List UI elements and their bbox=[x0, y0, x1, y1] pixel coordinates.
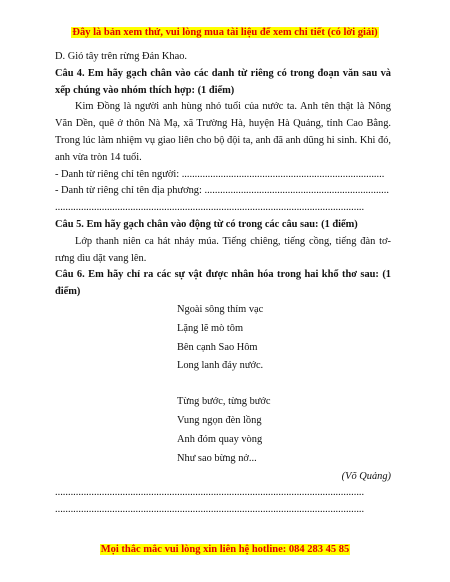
document-body bbox=[55, 49, 391, 519]
answer-option-d: D. Gió tây trên rừng Đản Khao. bbox=[55, 51, 188, 62]
question-4-passage: Kim Đồng là người anh hùng nhỏ tuổi của nước ta. Anh tên thật là Nông Văn Dền, quê ở thôn Nà Mạ, xã Trường Hà, huyện Hà Quảng, tỉnh Cao Bằng. Trong lúc làm nhiệm vụ giao liên cho bộ đội ta, anh đã anh dũng hi sinh. Khi đó, anh vừa tròn 14 tuổi. bbox=[55, 101, 391, 163]
poem-line: Long lanh đáy nước. bbox=[177, 360, 264, 372]
poem-line: Từng bước, từng bước bbox=[177, 396, 271, 408]
poem-author: (Võ Quảng) bbox=[341, 471, 391, 483]
question-4-blank-line: ....................................................................................................................... bbox=[55, 202, 365, 214]
hotline-text: Mọi thắc mắc vui lòng xin liên hệ hotline: 084 283 45 85 bbox=[100, 544, 350, 555]
preview-notice-banner bbox=[0, 27, 450, 38]
question-5-passage: Lớp thanh niên ca hát nhảy múa. Tiếng chiêng, tiếng cồng, tiếng đàn tơ-rưng dìu dặt vang lên. bbox=[55, 235, 391, 264]
person-name-answer-line: - Danh từ riêng chỉ tên người: .............................................................................. bbox=[55, 168, 385, 180]
poem bbox=[55, 301, 391, 468]
question-5-title: Câu 5. Em hãy gạch chân vào động từ có trong các câu sau: (1 điểm) bbox=[55, 218, 358, 230]
poem-line: Ngoài sông thím vạc bbox=[177, 303, 264, 315]
stanza-gap bbox=[177, 376, 391, 393]
poem-line: Vung ngọn đèn lồng bbox=[177, 414, 262, 426]
poem-line: Anh đóm quay vòng bbox=[177, 433, 263, 445]
poem-line: Lặng lẽ mò tôm bbox=[177, 322, 244, 334]
poem-line: Như sao bừng nở... bbox=[177, 452, 257, 464]
question-6-answer-line: ....................................................................................................................... bbox=[55, 487, 365, 499]
question-4-title: Câu 4. Em hãy gạch chân vào các danh từ riêng có trong đoạn văn sau và xếp chúng vào nhóm thích hợp: (1 điểm) bbox=[55, 67, 391, 96]
poem-line: Bên cạnh Sao Hôm bbox=[177, 341, 258, 353]
hotline-banner bbox=[0, 544, 450, 555]
place-name-answer-line: - Danh từ riêng chỉ tên địa phương: ....................................................................... bbox=[55, 185, 389, 197]
question-6-title: Câu 6. Em hãy chỉ ra các sự vật được nhân hóa trong hai khổ thơ sau: (1 điểm) bbox=[55, 269, 391, 298]
preview-notice-text: Đây là bản xem thử, vui lòng mua tài liệu để xem chi tiết (có lời giải) bbox=[72, 27, 378, 38]
question-6-answer-line: ....................................................................................................................... bbox=[55, 504, 365, 516]
